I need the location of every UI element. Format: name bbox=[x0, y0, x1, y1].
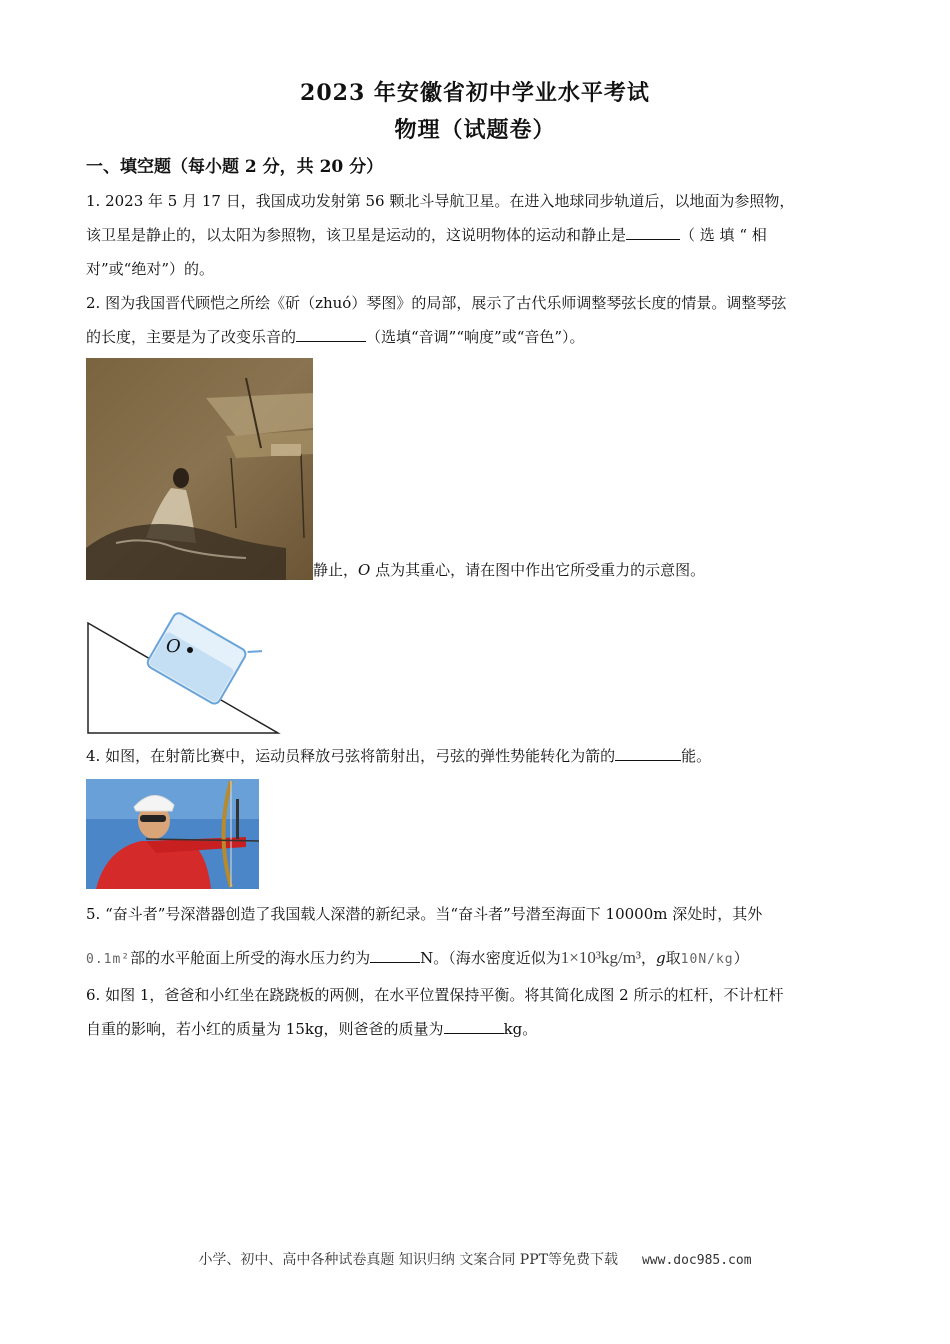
q5-line1: 5. “奋斗者”号深潜器创造了我国载人深潜的新纪录。当“奋斗者”号潜至海面下 10000m 深处时，其外 bbox=[86, 905, 763, 923]
q5-line2-text-b: N。（海水密度近似为 bbox=[420, 949, 561, 967]
incline-beaker-diagram bbox=[86, 590, 286, 738]
q5-g-value: 10N/kg bbox=[680, 952, 734, 967]
question-4 bbox=[86, 739, 866, 773]
archer-photo bbox=[86, 779, 259, 889]
q2-line1: 2. 图为我国晋代顾恺之所绘《斫（zhuó）琴图》的局部，展示了古代乐师调整琴弦长度的情景。调整琴弦 bbox=[86, 294, 787, 312]
q1-line2 bbox=[86, 218, 866, 252]
question-2 bbox=[86, 286, 866, 354]
q5-line2-text: 部的水平舱面上所受的海水压力约为 bbox=[130, 949, 371, 967]
q5-comma: ， bbox=[641, 949, 657, 967]
answer-blank-4[interactable] bbox=[615, 742, 681, 761]
answer-blank-5[interactable] bbox=[370, 944, 420, 963]
q5-take: 取 bbox=[665, 949, 681, 967]
question-6 bbox=[86, 978, 866, 1046]
q6-line1: 6. 如图 1，爸爸和小红坐在跷跷板的两侧，在水平位置保持平衡。将其简化成图 2 所示的杠杆，不计杠杆 bbox=[86, 986, 784, 1004]
q5-close: ） bbox=[733, 949, 749, 967]
q6-line2 bbox=[86, 1012, 866, 1046]
q1-line3: 对”或“绝对”）的。 bbox=[86, 260, 215, 278]
answer-blank-2[interactable] bbox=[296, 323, 366, 342]
answer-blank-6[interactable] bbox=[444, 1015, 504, 1034]
section-heading: 一、填空题（每小题 2 分，共 20 分） bbox=[86, 157, 384, 177]
q2-line2-text: 的长度，主要是为了改变乐音的 bbox=[86, 328, 297, 346]
answer-blank-1[interactable] bbox=[626, 221, 680, 240]
q5-g-symbol: g bbox=[656, 949, 666, 967]
q5-area: 0.1m² bbox=[86, 952, 131, 967]
q1-line2-text: 该卫星是静止的，以太阳为参照物，该卫星是运动的，这说明物体的运动和静止是 bbox=[86, 226, 627, 244]
q1-line2-options: （ 选 填 “ 相 bbox=[680, 226, 767, 244]
q5-line2 bbox=[86, 941, 866, 977]
q3-text-end: 点为其重心，请在图中作出它所受重力的示意图。 bbox=[370, 561, 706, 579]
q6-line2-text: 自重的影响，若小红的质量为 15kg，则爸爸的质量为 bbox=[86, 1020, 444, 1038]
q4-text-end: 能。 bbox=[681, 747, 712, 765]
q5-density: 1×10³kg/m³ bbox=[560, 948, 642, 967]
q3-point-label: O bbox=[358, 561, 371, 579]
q1-line1: 1. 2023 年 5 月 17 日，我国成功发射第 56 颗北斗导航卫星。在进入地球同步轨道后，以地面为参照物， bbox=[86, 192, 795, 210]
question-5 bbox=[86, 897, 866, 977]
exam-title: 2023 年安徽省初中学业水平考试 bbox=[300, 80, 650, 106]
zhuoqin-painting-image bbox=[86, 358, 313, 580]
question-1 bbox=[86, 184, 866, 286]
center-of-gravity-label: O bbox=[166, 636, 181, 657]
q4-text: 4. 如图，在射箭比赛中，运动员释放弓弦将箭射出，弓弦的弹性势能转化为箭的 bbox=[86, 747, 616, 765]
beaker-icon bbox=[146, 604, 262, 712]
q2-line2-options: （选填“音调”“响度”或“音色”）。 bbox=[366, 328, 585, 346]
exam-subtitle: 物理（试题卷） bbox=[394, 117, 556, 143]
q6-line2-end: kg。 bbox=[503, 1020, 538, 1038]
question-3 bbox=[313, 553, 873, 587]
footer-text: 小学、初中、高中各种试卷真题 知识归纳 文案合同 PPT等免费下载 bbox=[198, 1252, 618, 1268]
page-footer bbox=[0, 1249, 950, 1269]
footer-url[interactable]: www.doc985.com bbox=[641, 1253, 752, 1268]
q3-text-start: 静止， bbox=[313, 561, 359, 579]
q2-line2 bbox=[86, 320, 866, 354]
